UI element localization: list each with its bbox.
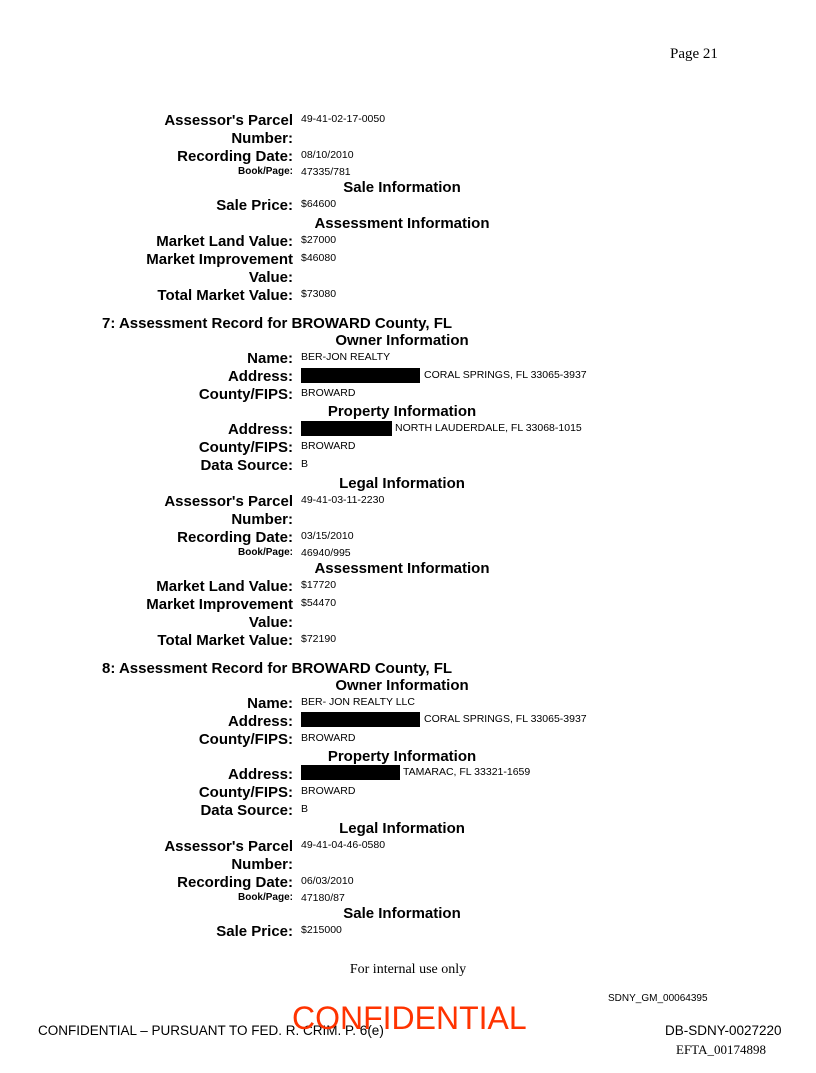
market-improvement-label: Market Improvement [146, 596, 293, 613]
recording-date-label: Recording Date: [177, 148, 293, 165]
efta-number: EFTA_00174898 [676, 1042, 766, 1057]
legal-information-header: Legal Information [339, 820, 465, 837]
market-improvement-label-cont: Value: [248, 269, 293, 286]
address-label: Address: [227, 421, 293, 438]
apn-label-cont: Number: [231, 511, 293, 528]
market-improvement-label-cont: Value: [248, 614, 293, 631]
sale-information-header: Sale Information [343, 905, 461, 922]
bates-number: SDNY_GM_00064395 [608, 993, 708, 1004]
owner-information-header: Owner Information [335, 677, 469, 694]
book-page-label: Book/Page: [237, 547, 293, 558]
recording-date-value: 08/10/2010 [301, 149, 354, 161]
owner-address-value: CORAL SPRINGS, FL 33065-3937 [424, 369, 587, 381]
market-land-value: $27000 [301, 234, 337, 246]
market-improvement-value: $54470 [301, 597, 337, 609]
apn-label: Assessor's Parcel [164, 112, 293, 129]
total-market-value: $72190 [301, 633, 337, 645]
county-fips-label: County/FIPS: [198, 731, 293, 748]
record-title: 7: Assessment Record for BROWARD County, FL [102, 315, 453, 332]
owner-county-value: BROWARD [301, 732, 356, 744]
recording-date-value: 06/03/2010 [301, 875, 354, 887]
page-number: Page 21 [670, 46, 718, 62]
redaction-bar [301, 712, 420, 727]
owner-information-header: Owner Information [335, 332, 469, 349]
address-label: Address: [227, 766, 293, 783]
apn-label: Assessor's Parcel [164, 493, 293, 510]
confidential-notice: CONFIDENTIAL – PURSUANT TO FED. R. CRIM. P. 6(e) [38, 1023, 384, 1038]
confidential-stamp: CONFIDENTIAL [292, 1000, 527, 1036]
property-address-value: NORTH LAUDERDALE, FL 33068-1015 [395, 422, 582, 434]
redaction-bar [301, 421, 392, 436]
apn-value: 49-41-04-46-0580 [301, 839, 386, 851]
total-market-value: $73080 [301, 288, 337, 300]
data-source-label: Data Source: [200, 457, 293, 474]
legal-information-header: Legal Information [339, 475, 465, 492]
internal-use-notice: For internal use only [349, 962, 467, 977]
record-title: 8: Assessment Record for BROWARD County, FL [102, 660, 453, 677]
sale-price-value: $215000 [301, 924, 342, 936]
redaction-bar [301, 765, 400, 780]
recording-date-label: Recording Date: [177, 529, 293, 546]
county-fips-label: County/FIPS: [198, 386, 293, 403]
county-fips-label: County/FIPS: [198, 784, 293, 801]
county-fips-label: County/FIPS: [198, 439, 293, 456]
sale-price-value: $64600 [301, 198, 337, 210]
apn-label: Assessor's Parcel [164, 838, 293, 855]
market-improvement-value: $46080 [301, 252, 337, 264]
book-page-value: 47335/781 [301, 166, 351, 178]
name-label: Name: [247, 695, 293, 712]
owner-name: BER- JON REALTY LLC [301, 696, 415, 708]
owner-name: BER-JON REALTY [301, 351, 391, 363]
address-label: Address: [227, 713, 293, 730]
recording-date-value: 03/15/2010 [301, 530, 354, 542]
market-land-label: Market Land Value: [156, 233, 293, 250]
sale-price-label: Sale Price: [216, 197, 293, 214]
property-information-header: Property Information [327, 748, 477, 765]
book-page-value: 47180/87 [301, 892, 345, 904]
book-page-label: Book/Page: [237, 166, 293, 177]
sale-price-label: Sale Price: [216, 923, 293, 940]
data-source-label: Data Source: [200, 802, 293, 819]
assessment-information-header: Assessment Information [314, 560, 490, 577]
apn-value: 49-41-03-11-2230 [301, 494, 385, 506]
apn-label-cont: Number: [231, 856, 293, 873]
book-page-value: 46940/995 [301, 547, 351, 559]
total-market-label: Total Market Value: [157, 632, 293, 649]
market-land-label: Market Land Value: [156, 578, 293, 595]
sale-information-header: Sale Information [343, 179, 461, 196]
assessment-information-header: Assessment Information [314, 215, 490, 232]
property-information-header: Property Information [327, 403, 477, 420]
property-address-value: TAMARAC, FL 33321-1659 [403, 766, 531, 778]
owner-address-value: CORAL SPRINGS, FL 33065-3937 [424, 713, 587, 725]
book-page-label: Book/Page: [237, 892, 293, 903]
recording-date-label: Recording Date: [177, 874, 293, 891]
property-county-value: BROWARD [301, 785, 356, 797]
name-label: Name: [247, 350, 293, 367]
redaction-bar [301, 368, 420, 383]
apn-value: 49-41-02-17-0050 [301, 113, 386, 125]
total-market-label: Total Market Value: [157, 287, 293, 304]
apn-label-cont: Number: [231, 130, 293, 147]
data-source-value: B [301, 803, 309, 815]
owner-county-value: BROWARD [301, 387, 356, 399]
property-county-value: BROWARD [301, 440, 356, 452]
document-id: DB-SDNY-0027220 [665, 1023, 782, 1038]
market-land-value: $17720 [301, 579, 337, 591]
market-improvement-label: Market Improvement [146, 251, 293, 268]
address-label: Address: [227, 368, 293, 385]
data-source-value: B [301, 458, 309, 470]
